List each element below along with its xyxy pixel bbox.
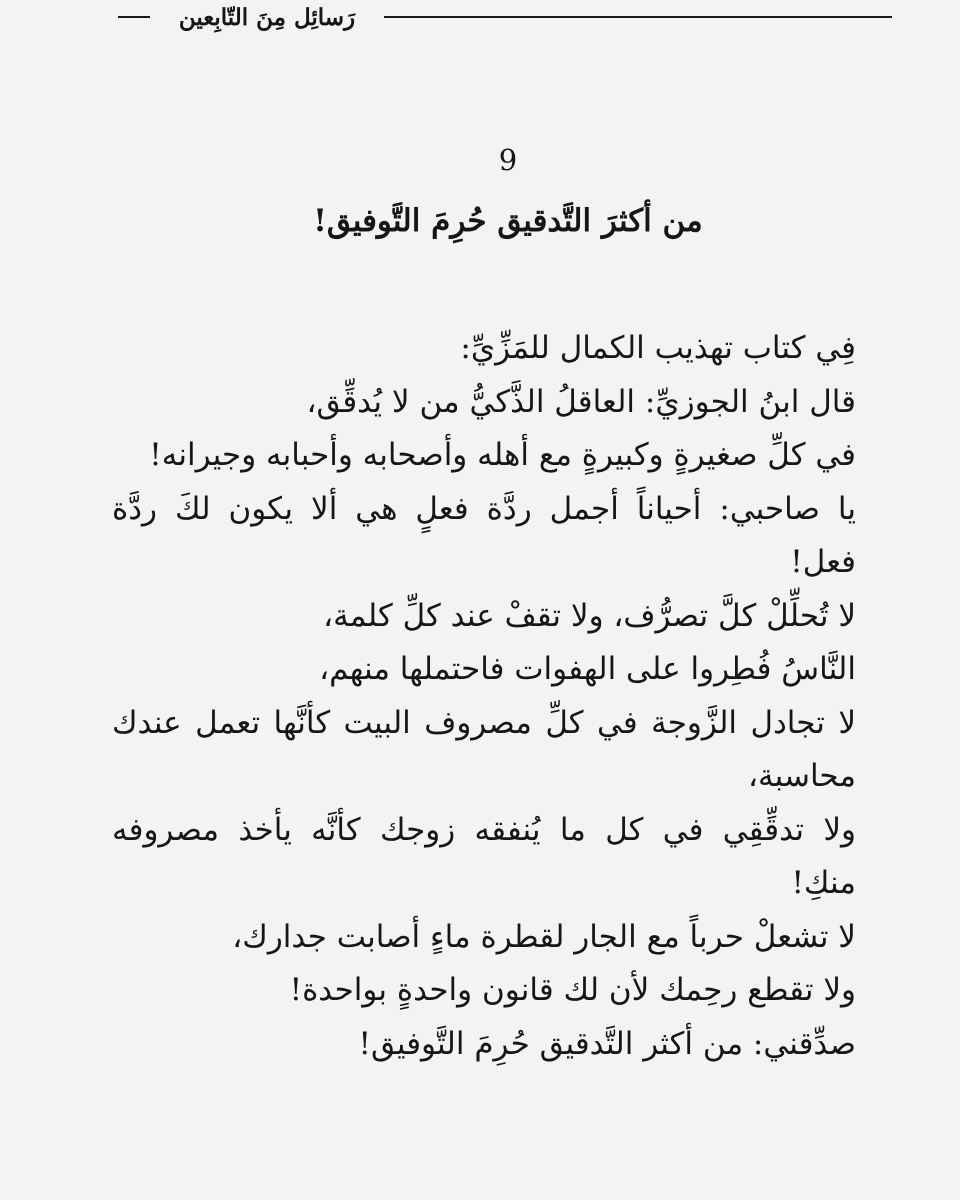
text-line: ولا تقطع رحِمك لأن لك قانون واحدةٍ بواحدة! [289, 972, 856, 1008]
text-line: منكِ! [791, 865, 856, 901]
header-rule-right [384, 16, 892, 18]
text-line: لا تجادل الزَّوجة في كلِّ مصروف البيت كأنَّها تعمل عندك [112, 704, 856, 741]
running-header [0, 0, 960, 40]
header-title: رَسائِل مِنَ التّابِعين [178, 4, 356, 31]
text-line: فعل! [790, 544, 856, 580]
text-line: النَّاسُ فُطِروا على الهفوات فاحتملها منهم، [319, 651, 856, 687]
chapter-title: من أكثرَ التَّدقيق حُرِمَ التَّوفيق! [313, 203, 703, 239]
header-rule-left [118, 16, 150, 18]
text-line: ولا تدقِّقِي في كل ما يُنفقه زوجك كأنَّه يأخذ مصروفه [112, 811, 856, 848]
text-line: قال ابنُ الجوزيِّ: العاقلُ الذَّكيُّ من لا يُدقِّق، [306, 383, 856, 420]
text-line: في كلِّ صغيرةٍ وكبيرةٍ مع أهله وأصحابه وأحبابه وجيرانه! [149, 437, 856, 473]
text-line: لا تُحلِّلْ كلَّ تصرُّف، ولا تقفْ عند كلِّ كلمة، [323, 597, 856, 634]
text-line: لا تشعلْ حرباً مع الجار لقطرة ماءٍ أصابت جدارك، [232, 918, 856, 955]
chapter-number: 9 [498, 143, 518, 177]
body-text [112, 322, 856, 1071]
text-line: محاسبة، [747, 758, 856, 794]
text-line: فِي كتاب تهذيب الكمال للمَزِّيِّ: [460, 330, 856, 366]
text-line: صدِّقني: من أكثر التَّدقيق حُرِمَ التَّوفيق! [358, 1025, 856, 1062]
text-line: يا صاحبي: أحياناً أجمل ردَّة فعلٍ هي ألا يكون لكَ ردَّة [112, 490, 856, 527]
